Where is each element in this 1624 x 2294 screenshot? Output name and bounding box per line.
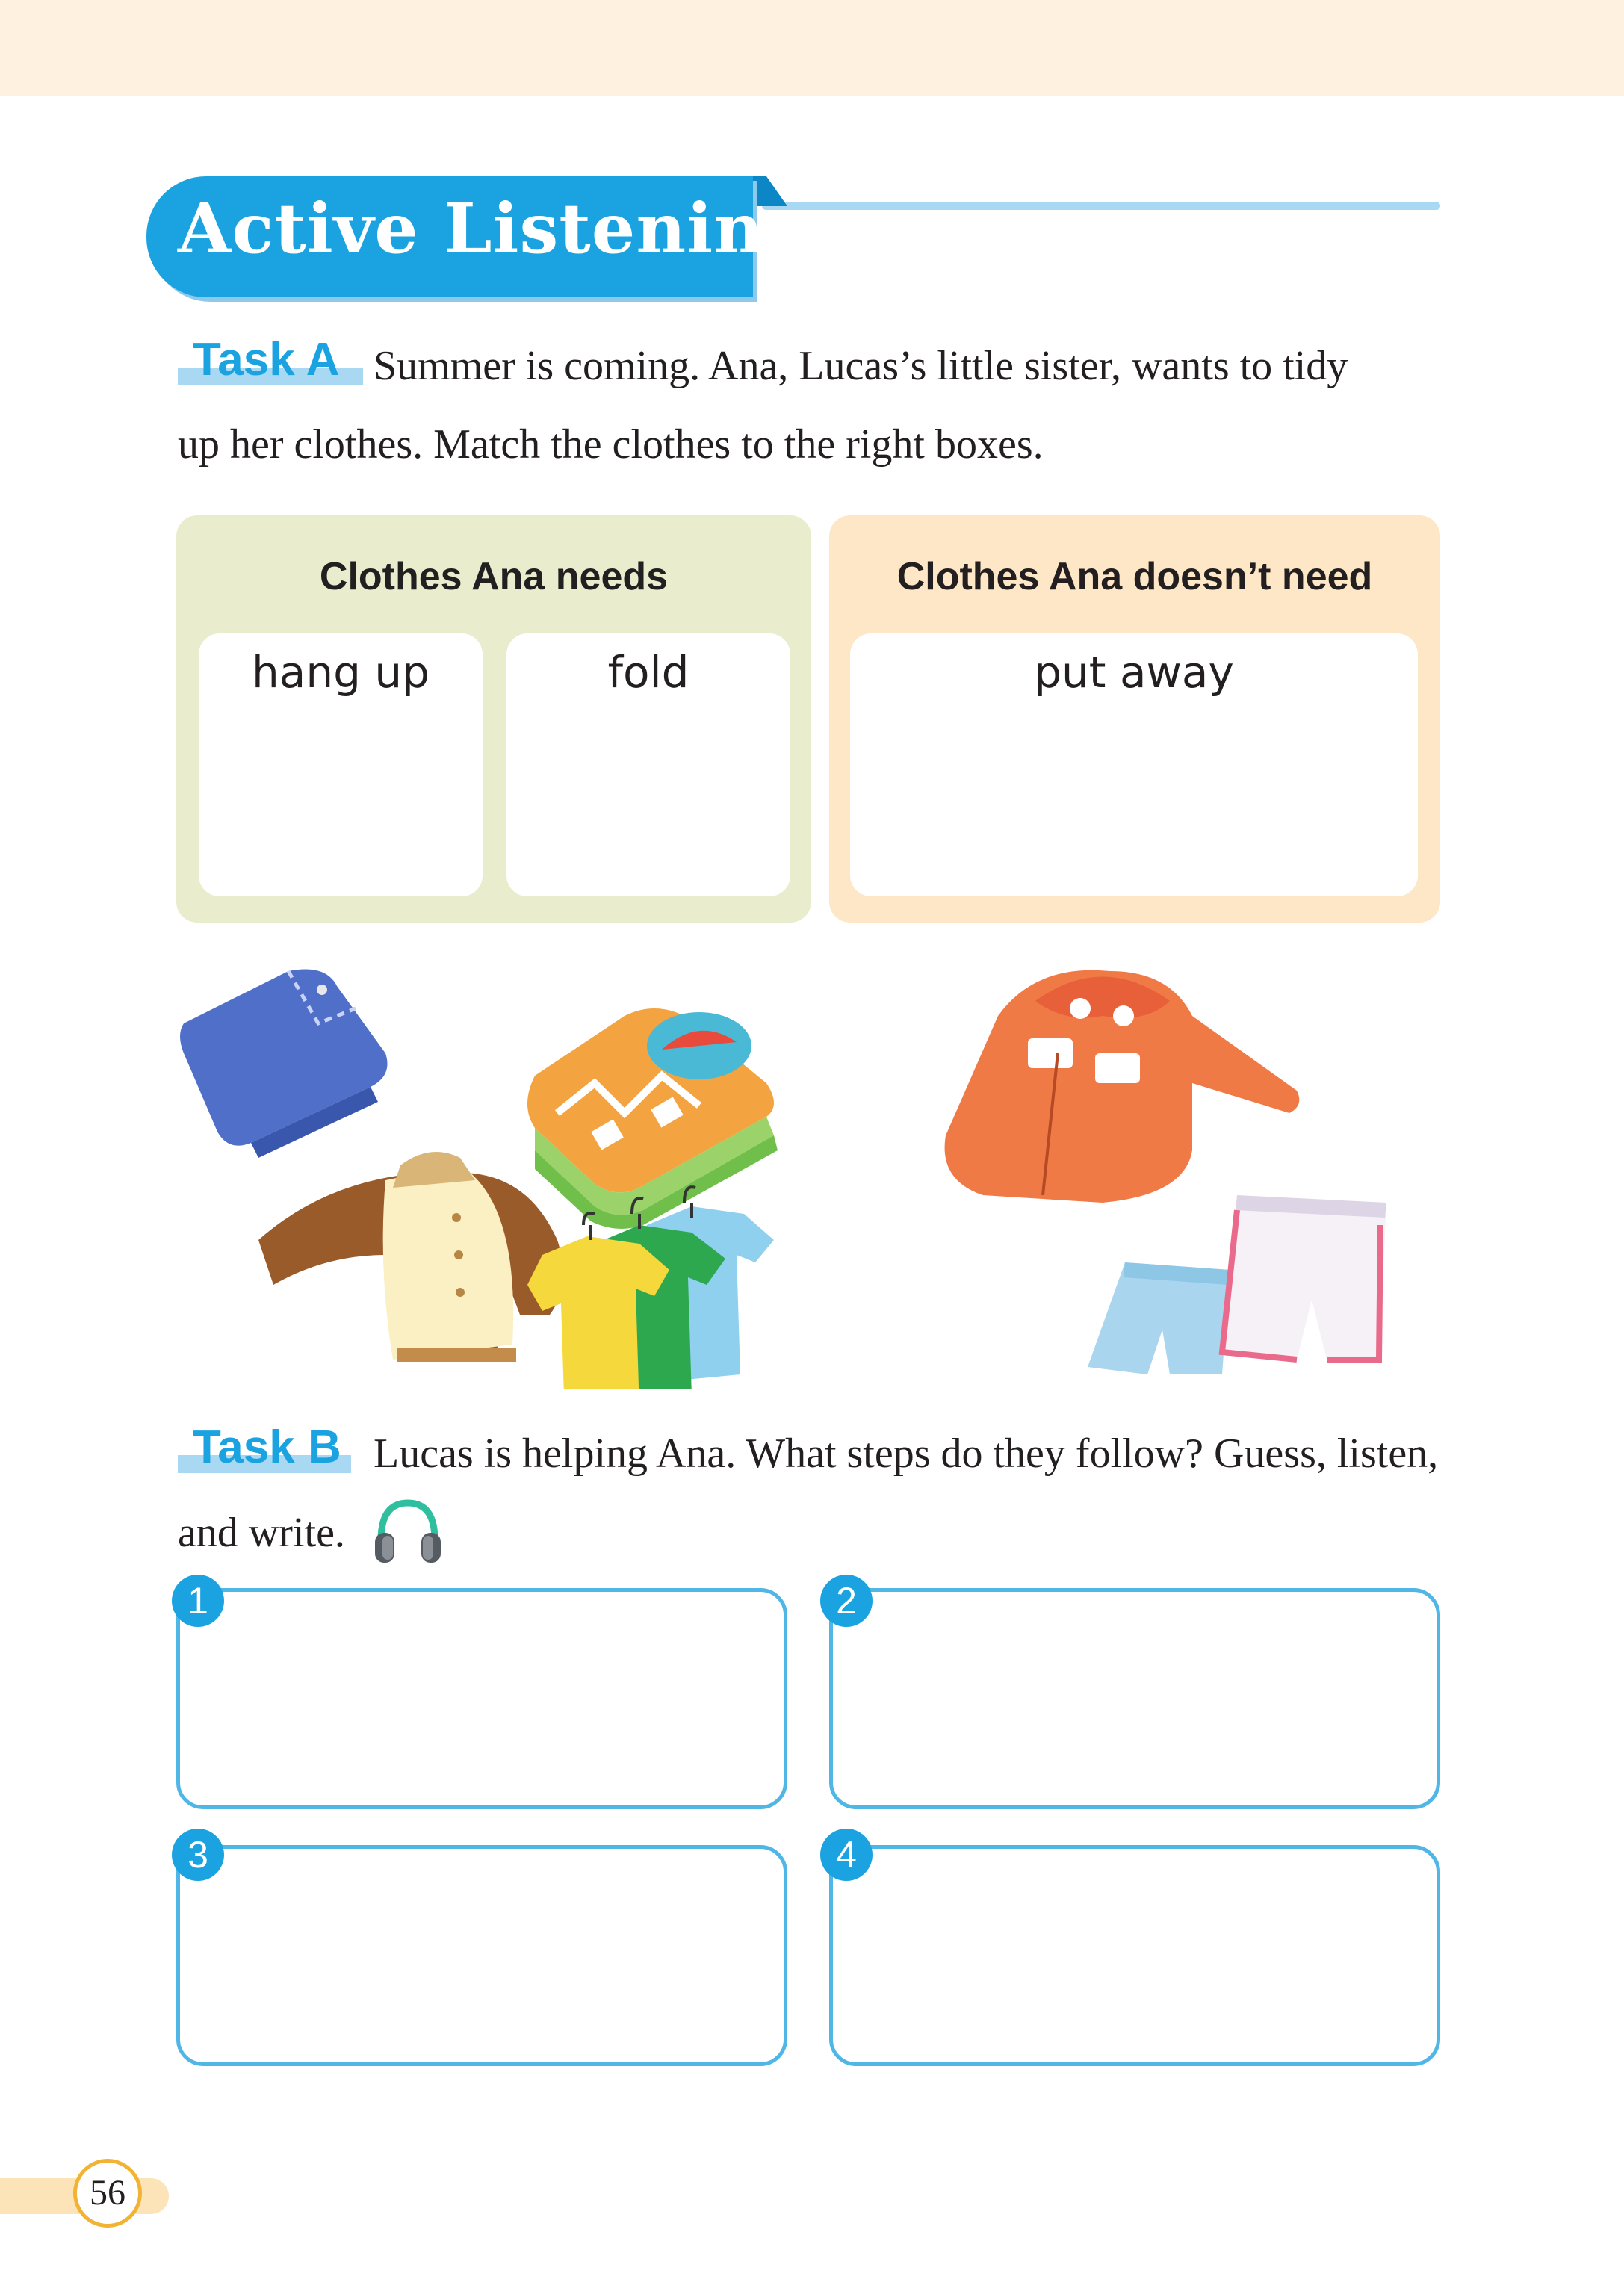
top-band: [0, 0, 1624, 96]
hang-up-label: hang up: [252, 647, 430, 698]
fold-label: fold: [607, 647, 689, 698]
shorts-icon[interactable]: [1088, 1195, 1386, 1374]
not-needed-panel-title: Clothes Ana doesn’t need: [896, 555, 1373, 598]
task-a-instruction-line2: up her clothes. Match the clothes to the right boxes.: [178, 421, 1044, 468]
folded-jeans-icon[interactable]: [180, 970, 388, 1159]
orange-coat-icon[interactable]: [945, 970, 1300, 1203]
clothes-illustration: [176, 956, 1446, 1389]
task-b-instruction-line1: Lucas is helping Ana. What steps do they follow? Guess, listen,: [374, 1430, 1439, 1477]
task-a-label: Task A: [193, 334, 340, 385]
needs-panel-title: Clothes Ana needs: [319, 555, 669, 598]
step-1-box[interactable]: [176, 1588, 787, 1809]
step-3-box[interactable]: [176, 1845, 787, 2066]
task-b-instruction-line2: and write.: [178, 1510, 345, 1556]
put-away-label: put away: [1034, 647, 1234, 698]
task-b-label: Task B: [193, 1422, 341, 1473]
page-number: 56: [73, 2159, 142, 2228]
step-1-number: 1: [172, 1575, 224, 1627]
title-rule: [762, 202, 1440, 210]
headphones-icon: [372, 1497, 444, 1566]
step-4-box[interactable]: [829, 1845, 1440, 2066]
folded-sweater-icon[interactable]: [527, 1008, 778, 1229]
varsity-jacket-icon[interactable]: [258, 1152, 563, 1362]
step-2-box[interactable]: [829, 1588, 1440, 1809]
section-title: Active Listening: [178, 188, 813, 269]
step-2-number: 2: [820, 1575, 873, 1627]
task-a-instruction-line1: Summer is coming. Ana, Lucas’s little sister, wants to tidy: [374, 343, 1348, 389]
step-4-number: 4: [820, 1829, 873, 1881]
step-3-number: 3: [172, 1829, 224, 1881]
